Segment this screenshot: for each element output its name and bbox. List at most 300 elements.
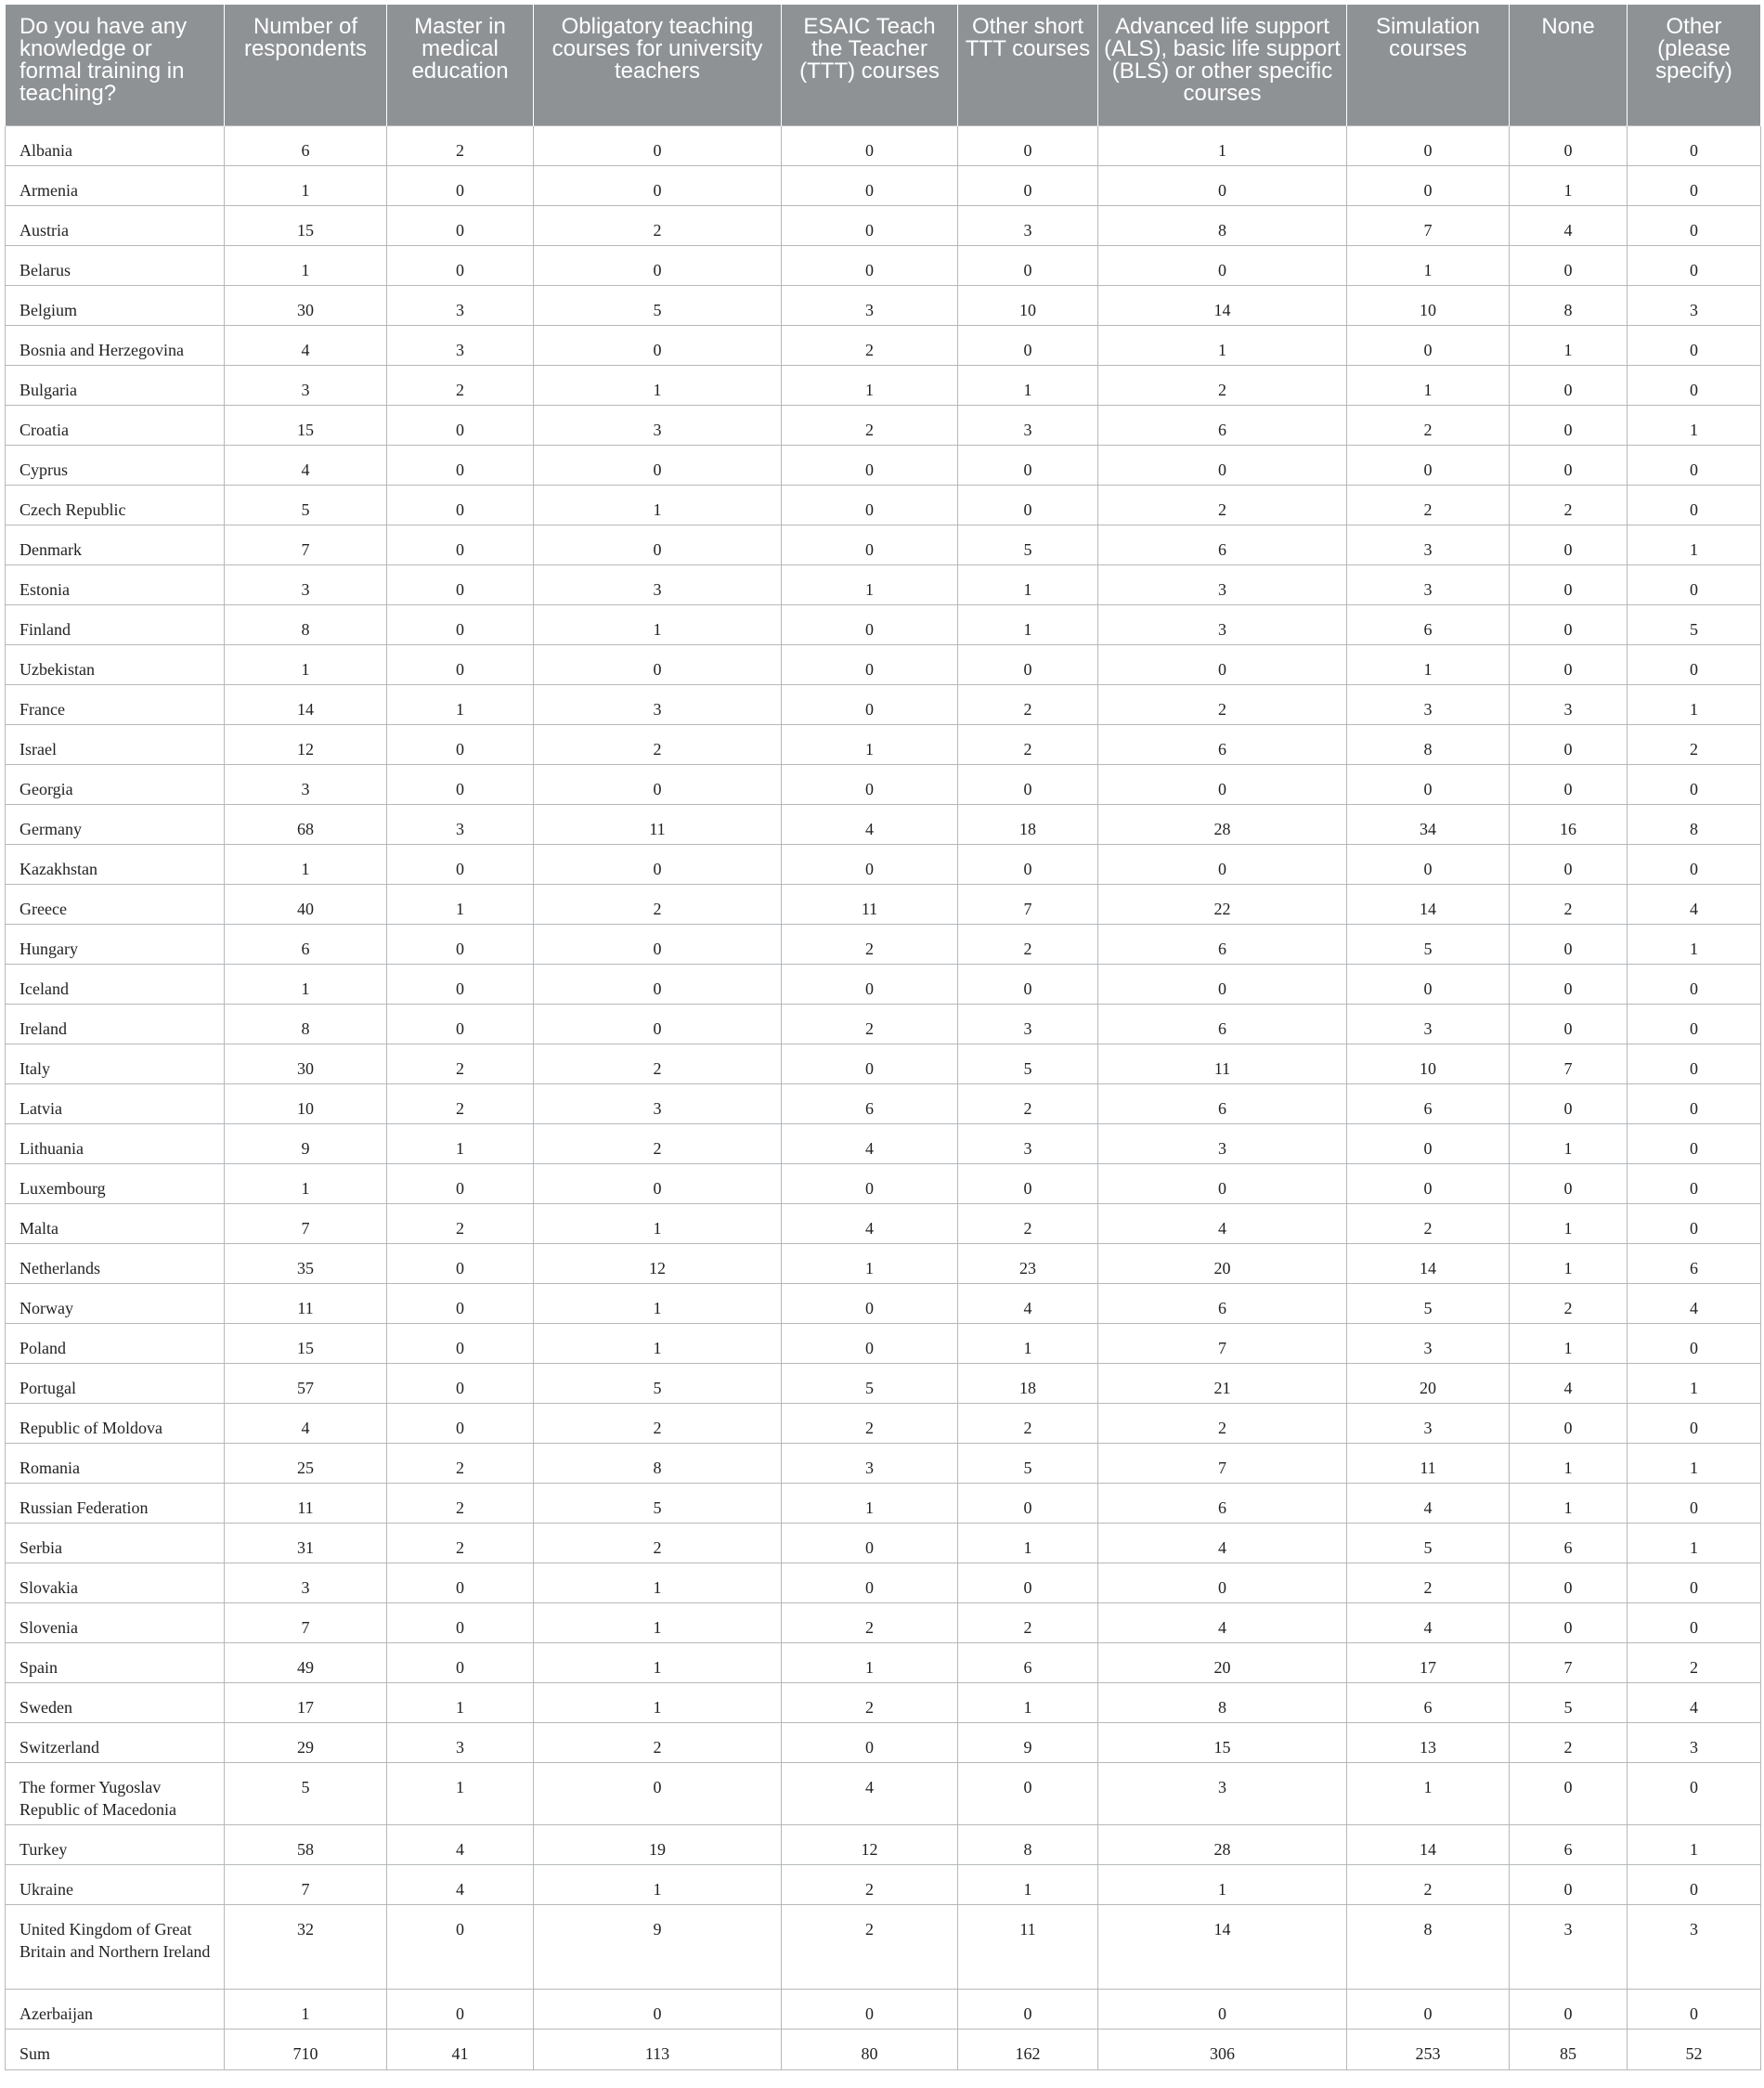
value-cell: 0 [534,964,782,1004]
value-cell: 0 [1510,1083,1628,1123]
table-row [6,924,1761,964]
value-cell: 3 [225,365,387,405]
value-cell: 1 [534,604,782,644]
value-cell: 29 [225,1722,387,1762]
column-header: Do you have any knowledge or formal training in teaching? [6,5,225,125]
value-cell: 4 [782,804,958,844]
country-cell: Germany [6,804,225,844]
value-cell: 15 [1098,1722,1347,1762]
column-header: Other (please specify) [1628,5,1761,125]
value-cell: 2 [782,1602,958,1642]
value-cell: 5 [1347,924,1510,964]
value-cell: 0 [387,764,534,804]
table-row [6,1323,1761,1363]
value-cell: 0 [1628,325,1761,365]
value-cell: 2 [782,1403,958,1443]
value-cell: 0 [387,1642,534,1682]
value-cell: 0 [1510,1602,1628,1642]
table-row [6,764,1761,804]
value-cell: 25 [225,1443,387,1483]
value-cell: 0 [534,125,782,165]
value-cell: 0 [1098,964,1347,1004]
value-cell: 0 [1510,564,1628,604]
value-cell: 2 [534,1123,782,1163]
value-cell: 0 [534,165,782,205]
column-header: Master in medical education [387,5,534,125]
value-cell: 0 [958,245,1098,285]
value-cell: 0 [958,1989,1098,2029]
value-cell: 0 [1510,924,1628,964]
value-cell: 22 [1098,884,1347,924]
value-cell: 4 [387,1864,534,1904]
value-cell: 0 [534,1989,782,2029]
country-cell: Italy [6,1044,225,1083]
value-cell: 4 [225,1403,387,1443]
value-cell: 1 [1510,1243,1628,1283]
value-cell: 0 [1510,1989,1628,2029]
value-cell: 17 [1347,1642,1510,1682]
value-cell: 0 [1628,1044,1761,1083]
country-cell: Croatia [6,405,225,445]
value-cell: 6 [1628,1243,1761,1283]
value-cell: 20 [1347,1363,1510,1403]
value-cell: 0 [1510,1004,1628,1044]
value-cell: 2 [958,1083,1098,1123]
value-cell: 0 [534,644,782,684]
value-cell: 2 [387,1483,534,1523]
value-cell: 2 [387,1443,534,1483]
value-cell: 0 [1510,1864,1628,1904]
value-cell: 0 [1628,485,1761,525]
value-cell: 0 [1347,844,1510,884]
value-cell: 0 [958,485,1098,525]
value-cell: 0 [1098,1163,1347,1203]
table-row [6,365,1761,405]
value-cell: 3 [958,1123,1098,1163]
value-cell: 1 [225,844,387,884]
value-cell: 3 [1098,1762,1347,1824]
table-row [6,1642,1761,1682]
value-cell: 3 [782,1443,958,1483]
value-cell: 3 [958,405,1098,445]
value-cell: 1 [534,1563,782,1602]
value-cell: 5 [1347,1283,1510,1323]
value-cell: 2 [534,884,782,924]
value-cell: 5 [225,1762,387,1824]
value-cell: 35 [225,1243,387,1283]
value-cell: 7 [225,525,387,564]
table-container [5,5,1760,2070]
value-cell: 14 [1347,1824,1510,1864]
value-cell: 2 [387,1203,534,1243]
value-cell: 0 [1098,1563,1347,1602]
value-cell: 0 [958,1762,1098,1824]
value-cell: 0 [534,325,782,365]
value-cell: 1 [1098,325,1347,365]
value-cell: 7 [225,1203,387,1243]
value-cell: 68 [225,804,387,844]
value-cell: 0 [1098,764,1347,804]
value-cell: 0 [387,1004,534,1044]
column-header: Obligatory teaching courses for university teachers [534,5,782,125]
value-cell: 1 [225,964,387,1004]
value-cell: 0 [1628,1323,1761,1363]
value-cell: 1 [225,644,387,684]
value-cell: 1 [958,365,1098,405]
value-cell: 1 [1510,165,1628,205]
value-cell: 1 [534,1864,782,1904]
value-cell: 6 [1098,1483,1347,1523]
value-cell: 0 [1628,1163,1761,1203]
value-cell: 0 [1510,1163,1628,1203]
value-cell: 4 [1628,1283,1761,1323]
value-cell: 40 [225,884,387,924]
table-row [6,325,1761,365]
country-cell: Hungary [6,924,225,964]
value-cell: 0 [782,245,958,285]
value-cell: 0 [782,1523,958,1563]
value-cell: 5 [958,525,1098,564]
value-cell: 4 [1628,884,1761,924]
value-cell: 1 [225,165,387,205]
table-row [6,564,1761,604]
value-cell: 15 [225,205,387,245]
value-cell: 11 [225,1483,387,1523]
value-cell: 5 [1347,1523,1510,1563]
value-cell: 11 [225,1283,387,1323]
value-cell: 0 [534,1163,782,1203]
value-cell: 9 [958,1722,1098,1762]
column-header: Advanced life support (ALS), basic life support (BLS) or other specific courses [1098,5,1347,125]
value-cell: 0 [1628,764,1761,804]
value-cell: 2 [1098,1403,1347,1443]
value-cell: 4 [782,1203,958,1243]
value-cell: 2 [782,1682,958,1722]
value-cell: 2 [782,325,958,365]
value-cell: 0 [387,485,534,525]
value-cell: 1 [782,724,958,764]
value-cell: 28 [1098,1824,1347,1864]
value-cell: 0 [782,1044,958,1083]
country-cell: Turkey [6,1824,225,1864]
value-cell: 1 [1098,125,1347,165]
value-cell: 21 [1098,1363,1347,1403]
country-cell: Slovenia [6,1602,225,1642]
country-cell: Kazakhstan [6,844,225,884]
value-cell: 0 [534,924,782,964]
value-cell: 6 [1098,1004,1347,1044]
value-cell: 1 [534,1642,782,1682]
value-cell: 10 [958,285,1098,325]
table-row [6,844,1761,884]
value-cell: 17 [225,1682,387,1722]
value-cell: 2 [782,1004,958,1044]
value-cell: 80 [782,2029,958,2069]
table-row [6,1602,1761,1642]
value-cell: 2 [958,684,1098,724]
value-cell: 0 [1098,165,1347,205]
value-cell: 0 [782,165,958,205]
value-cell: 52 [1628,2029,1761,2069]
value-cell: 1 [782,365,958,405]
value-cell: 3 [534,405,782,445]
value-cell: 0 [387,564,534,604]
value-cell: 5 [1510,1682,1628,1722]
value-cell: 162 [958,2029,1098,2069]
country-cell: Serbia [6,1523,225,1563]
value-cell: 4 [1098,1203,1347,1243]
value-cell: 3 [387,285,534,325]
table-row [6,525,1761,564]
table-row [6,964,1761,1004]
value-cell: 2 [1098,485,1347,525]
value-cell: 0 [1628,245,1761,285]
value-cell: 2 [1347,485,1510,525]
country-cell: Israel [6,724,225,764]
value-cell: 12 [225,724,387,764]
value-cell: 0 [1510,445,1628,485]
value-cell: 23 [958,1243,1098,1283]
value-cell: 0 [782,964,958,1004]
value-cell: 5 [958,1044,1098,1083]
value-cell: 2 [1510,485,1628,525]
country-cell: Russian Federation [6,1483,225,1523]
training-table [5,5,1761,2070]
value-cell: 0 [1628,1004,1761,1044]
value-cell: 28 [1098,804,1347,844]
country-cell: Spain [6,1642,225,1682]
table-row [6,1044,1761,1083]
value-cell: 0 [958,165,1098,205]
value-cell: 8 [1347,1904,1510,1989]
column-header: Other short TTT courses [958,5,1098,125]
value-cell: 0 [782,1989,958,2029]
value-cell: 41 [387,2029,534,2069]
table-row [6,1283,1761,1323]
value-cell: 7 [225,1602,387,1642]
value-cell: 0 [1510,405,1628,445]
value-cell: 0 [387,1323,534,1363]
value-cell: 2 [958,924,1098,964]
value-cell: 0 [1347,1163,1510,1203]
value-cell: 3 [225,764,387,804]
value-cell: 1 [1510,1123,1628,1163]
value-cell: 1 [958,564,1098,604]
value-cell: 6 [1098,525,1347,564]
value-cell: 3 [387,804,534,844]
value-cell: 0 [1628,365,1761,405]
value-cell: 0 [958,125,1098,165]
country-cell: Georgia [6,764,225,804]
value-cell: 3 [958,205,1098,245]
value-cell: 4 [1347,1602,1510,1642]
value-cell: 1 [1628,684,1761,724]
value-cell: 1 [225,1989,387,2029]
value-cell: 6 [1510,1824,1628,1864]
value-cell: 3 [1347,1323,1510,1363]
country-cell: Ukraine [6,1864,225,1904]
value-cell: 1 [1347,1762,1510,1824]
value-cell: 0 [387,405,534,445]
value-cell: 4 [1347,1483,1510,1523]
table-row [6,1722,1761,1762]
value-cell: 14 [1098,1904,1347,1989]
value-cell: 1 [1510,1483,1628,1523]
value-cell: 7 [1347,205,1510,245]
value-cell: 0 [782,485,958,525]
value-cell: 0 [387,924,534,964]
value-cell: 3 [534,684,782,724]
value-cell: 0 [782,1163,958,1203]
value-cell: 0 [1510,604,1628,644]
table-row [6,1403,1761,1443]
value-cell: 0 [1628,1083,1761,1123]
value-cell: 0 [1098,445,1347,485]
value-cell: 0 [782,1323,958,1363]
value-cell: 4 [782,1123,958,1163]
table-row [6,1004,1761,1044]
value-cell: 4 [782,1762,958,1824]
value-cell: 0 [1510,844,1628,884]
value-cell: 1 [958,1682,1098,1722]
table-row [6,1989,1761,2029]
value-cell: 0 [1347,764,1510,804]
value-cell: 0 [958,964,1098,1004]
country-cell: Latvia [6,1083,225,1123]
value-cell: 0 [1628,165,1761,205]
value-cell: 0 [387,644,534,684]
value-cell: 0 [1628,1123,1761,1163]
value-cell: 0 [1347,964,1510,1004]
value-cell: 4 [1098,1523,1347,1563]
table-row [6,884,1761,924]
value-cell: 1 [534,1203,782,1243]
country-cell: United Kingdom of Great Britain and Northern Ireland [6,1904,225,1989]
value-cell: 2 [1510,1283,1628,1323]
value-cell: 7 [1098,1323,1347,1363]
table-row [6,1083,1761,1123]
country-cell: Denmark [6,525,225,564]
value-cell: 5 [1628,604,1761,644]
table-row [6,1483,1761,1523]
value-cell: 1 [1347,365,1510,405]
value-cell: 0 [1510,644,1628,684]
value-cell: 14 [1347,1243,1510,1283]
country-cell: Azerbaijan [6,1989,225,2029]
value-cell: 4 [958,1283,1098,1323]
value-cell: 0 [1628,644,1761,684]
value-cell: 2 [387,1523,534,1563]
value-cell: 0 [534,245,782,285]
country-cell: Armenia [6,165,225,205]
value-cell: 0 [1628,1864,1761,1904]
value-cell: 0 [782,525,958,564]
value-cell: 1 [1628,1523,1761,1563]
value-cell: 7 [958,884,1098,924]
value-cell: 0 [1098,245,1347,285]
value-cell: 3 [1628,1904,1761,1989]
value-cell: 2 [534,724,782,764]
value-cell: 0 [387,1283,534,1323]
value-cell: 0 [1628,1203,1761,1243]
table-row [6,125,1761,165]
value-cell: 1 [225,245,387,285]
value-cell: 5 [958,1443,1098,1483]
value-cell: 2 [782,924,958,964]
value-cell: 3 [225,1563,387,1602]
value-cell: 0 [1628,445,1761,485]
value-cell: 0 [782,844,958,884]
value-cell: 0 [1510,1762,1628,1824]
value-cell: 0 [387,604,534,644]
value-cell: 0 [1628,1762,1761,1824]
value-cell: 0 [387,1403,534,1443]
column-header: Number of respondents [225,5,387,125]
value-cell: 3 [1347,684,1510,724]
value-cell: 1 [534,1682,782,1722]
value-cell: 7 [1510,1044,1628,1083]
value-cell: 49 [225,1642,387,1682]
value-cell: 10 [1347,1044,1510,1083]
value-cell: 0 [387,964,534,1004]
table-row [6,1864,1761,1904]
value-cell: 3 [958,1004,1098,1044]
value-cell: 0 [1628,564,1761,604]
value-cell: 2 [1098,365,1347,405]
value-cell: 12 [782,1824,958,1864]
value-cell: 7 [225,1864,387,1904]
value-cell: 0 [782,1722,958,1762]
value-cell: 0 [387,1243,534,1283]
value-cell: 0 [1510,525,1628,564]
country-cell: Sum [6,2029,225,2069]
value-cell: 2 [958,1602,1098,1642]
value-cell: 0 [1347,1123,1510,1163]
value-cell: 1 [387,884,534,924]
value-cell: 5 [225,485,387,525]
value-cell: 7 [1510,1642,1628,1682]
value-cell: 306 [1098,2029,1347,2069]
value-cell: 6 [225,924,387,964]
value-cell: 0 [387,165,534,205]
value-cell: 6 [1347,1682,1510,1722]
value-cell: 1 [387,1123,534,1163]
value-cell: 5 [782,1363,958,1403]
table-row [6,1824,1761,1864]
value-cell: 34 [1347,804,1510,844]
value-cell: 0 [782,644,958,684]
country-cell: Ireland [6,1004,225,1044]
value-cell: 8 [1347,724,1510,764]
value-cell: 0 [1347,325,1510,365]
value-cell: 0 [387,1163,534,1203]
country-cell: Albania [6,125,225,165]
value-cell: 3 [387,325,534,365]
table-row [6,1363,1761,1403]
value-cell: 2 [534,1722,782,1762]
value-cell: 0 [387,1989,534,2029]
country-cell: The former Yugoslav Republic of Macedonia [6,1762,225,1824]
value-cell: 1 [958,604,1098,644]
value-cell: 0 [387,1602,534,1642]
value-cell: 2 [387,1083,534,1123]
value-cell: 0 [958,1163,1098,1203]
country-cell: Belarus [6,245,225,285]
value-cell: 0 [782,1563,958,1602]
column-header: None [1510,5,1628,125]
value-cell: 4 [1510,205,1628,245]
value-cell: 253 [1347,2029,1510,2069]
